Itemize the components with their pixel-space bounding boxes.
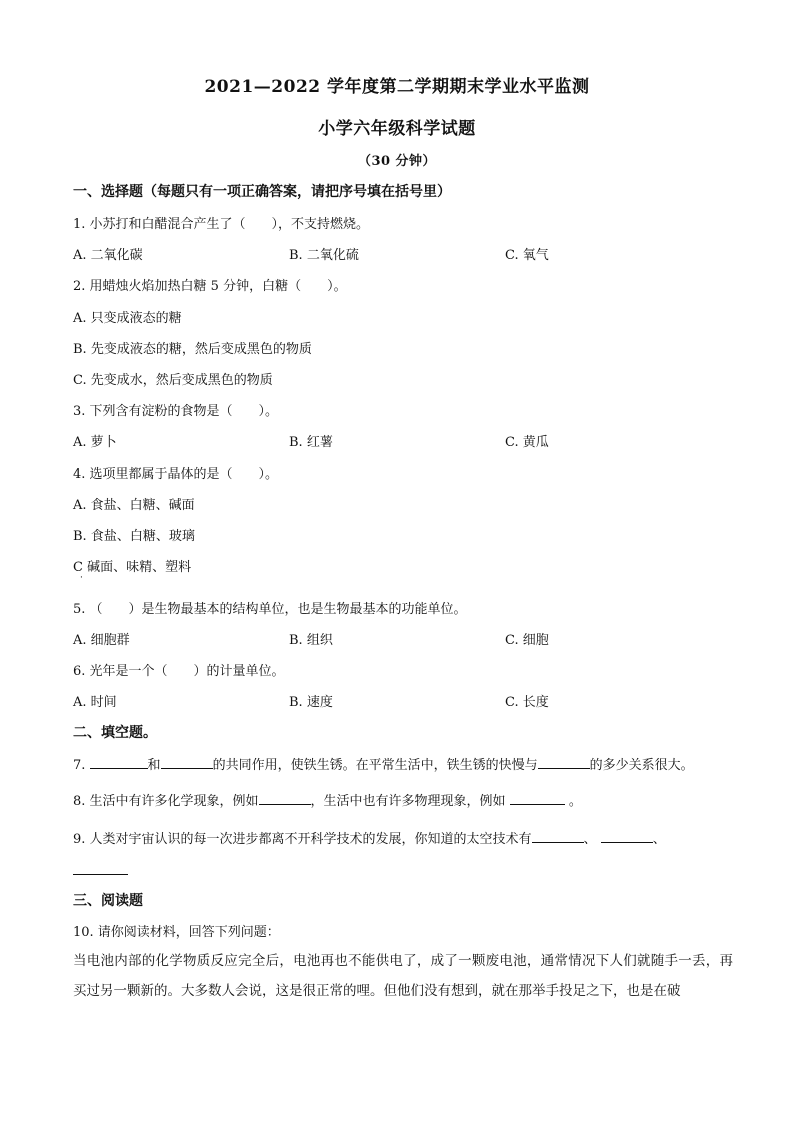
- question-9-continued: [73, 862, 128, 879]
- option: A. 时间: [73, 695, 117, 710]
- option: C. 细胞: [505, 633, 549, 648]
- question-text: 和: [147, 758, 161, 773]
- answer-blank[interactable]: [510, 792, 565, 805]
- option: C 碱面、味精、塑料: [73, 560, 192, 575]
- option: C. 氧气: [505, 248, 549, 263]
- answer-blank[interactable]: [259, 792, 311, 805]
- answer-blank[interactable]: [601, 830, 653, 843]
- question-text: 、: [652, 832, 666, 847]
- question-text: 、: [583, 832, 597, 847]
- question-text: 。: [568, 794, 582, 809]
- exam-duration: （30 分钟）: [357, 154, 437, 169]
- option: A. 食盐、白糖、碱面: [73, 498, 195, 513]
- option: B. 组织: [289, 633, 333, 648]
- answer-blank[interactable]: [538, 756, 590, 769]
- question-stem: 2. 用蜡烛火焰加热白糖 5 分钟，白糖（ ）。: [73, 279, 347, 294]
- section-heading-choice: 一、选择题（每题只有一项正确答案，请把序号填在括号里）: [73, 184, 451, 200]
- reading-passage: 当电池内部的化学物质反应完全后，电池再也不能供电了，成了一颗废电池，通常情况下人们就随手一丢，再买过另一颗新的。大多数人会说，这是很正常的哩。但他们没有想到，就在那举手投足之下，也是在破: [73, 953, 733, 999]
- option: C. 黄瓜: [505, 435, 549, 450]
- option: B. 速度: [289, 695, 333, 710]
- question-stem: 4. 选项里都属于晶体的是（ ）。: [73, 467, 279, 482]
- answer-blank[interactable]: [532, 830, 584, 843]
- question-number: 7.: [73, 758, 86, 773]
- option: B. 红薯: [289, 435, 333, 450]
- question-text: 8. 生活中有许多化学现象，例如: [73, 794, 259, 809]
- question-stem: 5. （ ）是生物最基本的结构单位，也是生物最基本的功能单位。: [73, 602, 467, 617]
- section-heading-fill: 二、填空题。: [73, 725, 157, 741]
- question-text: ，生活中也有许多物理现象，例如: [310, 794, 506, 809]
- answer-blank[interactable]: [90, 756, 148, 769]
- exam-subtitle: 小学六年级科学试题: [318, 119, 476, 139]
- option: A. 萝卜: [73, 435, 117, 450]
- option: A. 细胞群: [73, 633, 130, 648]
- answer-blank[interactable]: [73, 862, 128, 875]
- option: B. 食盐、白糖、玻璃: [73, 529, 195, 544]
- section-heading-reading: 三、阅读题: [73, 893, 143, 909]
- question-9: [73, 828, 666, 847]
- question-8: [73, 790, 582, 809]
- option: B. 二氧化硫: [289, 248, 359, 263]
- option: C. 长度: [505, 695, 549, 710]
- option: A. 二氧化碳: [73, 248, 143, 263]
- option: B. 先变成液态的糖，然后变成黑色的物质: [73, 342, 312, 357]
- question-text: 9. 人类对宇宙认识的每一次进步都离不开科学技术的发展，你知道的太空技术有: [73, 832, 532, 847]
- question-stem: 6. 光年是一个（ ）的计量单位。: [73, 664, 285, 679]
- question-text: 的多少关系很大。: [589, 758, 694, 773]
- option: C. 先变成水，然后变成黑色的物质: [73, 373, 273, 388]
- stray-dot: ·: [80, 573, 83, 583]
- question-stem: 3. 下列含有淀粉的食物是（ ）。: [73, 404, 279, 419]
- question-stem: 1. 小苏打和白醋混合产生了（ ），不支持燃烧。: [73, 217, 370, 232]
- option: A. 只变成液态的糖: [73, 311, 182, 326]
- question-text: 的共同作用，使铁生锈。在平常生活中，铁生锈的快慢与: [212, 758, 538, 773]
- answer-blank[interactable]: [161, 756, 213, 769]
- question-7: [73, 754, 694, 773]
- exam-title: 2021—2022 学年度第二学期期末学业水平监测: [204, 77, 590, 97]
- question-10: 10. 请你阅读材料，回答下列问题：: [73, 925, 280, 940]
